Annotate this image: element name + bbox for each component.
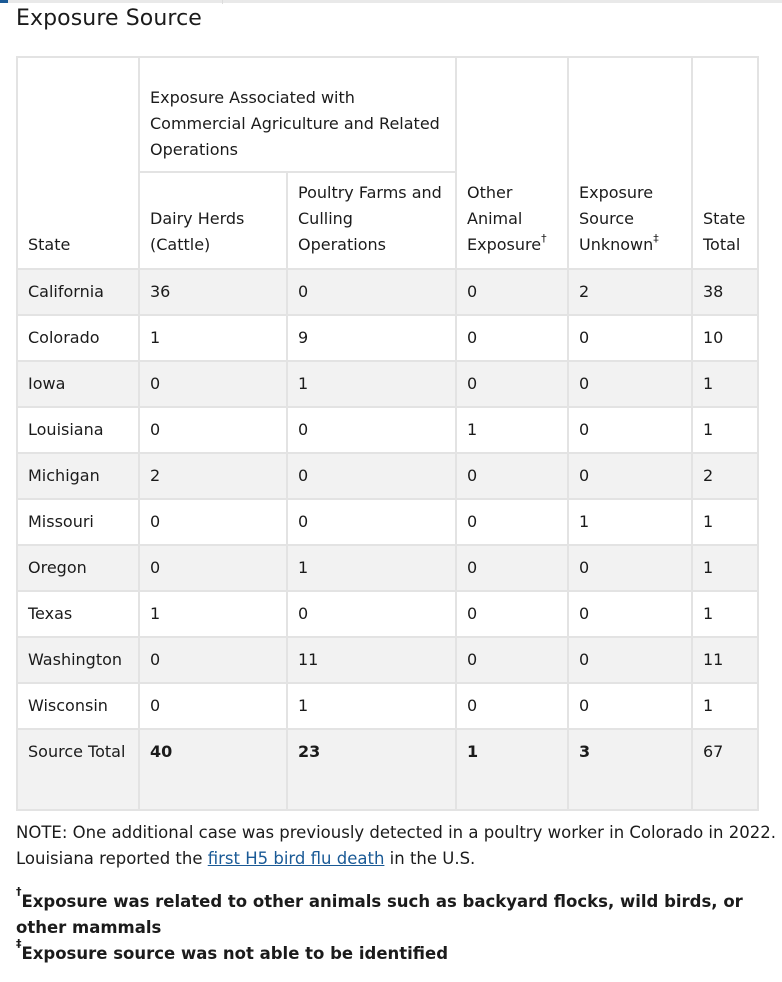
state-name-cell: Louisiana xyxy=(17,407,139,453)
source-total-row xyxy=(17,729,758,810)
cell-dairy: 0 xyxy=(139,637,287,683)
table-row xyxy=(17,453,758,499)
cell-unknown: 0 xyxy=(568,545,692,591)
dagger-mark: † xyxy=(541,231,547,245)
cell-dairy: 36 xyxy=(139,269,287,315)
cell-other: 0 xyxy=(456,453,568,499)
source-total-label: Source Total xyxy=(17,729,139,810)
table-row xyxy=(17,269,758,315)
cell-unknown: 0 xyxy=(568,591,692,637)
cell-other: 0 xyxy=(456,499,568,545)
table-row xyxy=(17,499,758,545)
cell-poultry: 0 xyxy=(287,453,456,499)
total-dairy: 40 xyxy=(139,729,287,810)
header-poultry: Poultry Farms and Culling Operations xyxy=(287,172,456,269)
total-other: 1 xyxy=(456,729,568,810)
section-title: Exposure Source xyxy=(16,6,202,31)
cell-unknown: 0 xyxy=(568,407,692,453)
exposure-table xyxy=(16,56,759,811)
table-row xyxy=(17,545,758,591)
top-divider xyxy=(222,0,223,4)
cell-dairy: 1 xyxy=(139,591,287,637)
cell-dairy: 1 xyxy=(139,315,287,361)
table-row xyxy=(17,361,758,407)
top-accent xyxy=(0,0,8,3)
cell-total: 2 xyxy=(692,453,758,499)
cell-unknown: 2 xyxy=(568,269,692,315)
cell-dairy: 0 xyxy=(139,683,287,729)
cell-other: 1 xyxy=(456,407,568,453)
total-overall: 67 xyxy=(692,729,758,810)
state-name-cell: Washington xyxy=(17,637,139,683)
cell-dairy: 2 xyxy=(139,453,287,499)
cell-poultry: 11 xyxy=(287,637,456,683)
state-name-cell: Michigan xyxy=(17,453,139,499)
total-unknown: 3 xyxy=(568,729,692,810)
cell-total: 1 xyxy=(692,361,758,407)
cell-other: 0 xyxy=(456,637,568,683)
cell-dairy: 0 xyxy=(139,361,287,407)
cell-total: 1 xyxy=(692,407,758,453)
cell-unknown: 0 xyxy=(568,683,692,729)
table-row xyxy=(17,591,758,637)
state-name-cell: Missouri xyxy=(17,499,139,545)
state-name-cell: Oregon xyxy=(17,545,139,591)
cell-other: 0 xyxy=(456,315,568,361)
header-group-commercial: Exposure Associated with Commercial Agriculture and Related Operations xyxy=(139,57,456,172)
state-name-cell: Colorado xyxy=(17,315,139,361)
cell-poultry: 9 xyxy=(287,315,456,361)
cell-poultry: 0 xyxy=(287,499,456,545)
cell-total: 1 xyxy=(692,683,758,729)
cell-poultry: 1 xyxy=(287,545,456,591)
cell-unknown: 0 xyxy=(568,315,692,361)
state-name-cell: Texas xyxy=(17,591,139,637)
table-row xyxy=(17,407,758,453)
cell-unknown: 0 xyxy=(568,361,692,407)
header-unknown: Exposure Source Unknown‡ xyxy=(568,57,692,269)
cell-total: 1 xyxy=(692,545,758,591)
table-row xyxy=(17,683,758,729)
top-border xyxy=(0,0,782,3)
cell-total: 38 xyxy=(692,269,758,315)
cell-other: 0 xyxy=(456,683,568,729)
h5-death-link[interactable]: first H5 bird flu death xyxy=(207,849,385,868)
cell-dairy: 0 xyxy=(139,499,287,545)
cell-other: 0 xyxy=(456,269,568,315)
cell-poultry: 1 xyxy=(287,683,456,729)
header-state-total: State Total xyxy=(692,57,758,269)
cell-poultry: 0 xyxy=(287,591,456,637)
cell-other: 0 xyxy=(456,591,568,637)
total-poultry: 23 xyxy=(287,729,456,810)
cell-unknown: 0 xyxy=(568,637,692,683)
cell-poultry: 0 xyxy=(287,407,456,453)
state-name-cell: California xyxy=(17,269,139,315)
cell-unknown: 0 xyxy=(568,453,692,499)
header-dairy: Dairy Herds (Cattle) xyxy=(139,172,287,269)
cell-dairy: 0 xyxy=(139,407,287,453)
cell-other: 0 xyxy=(456,361,568,407)
state-name-cell: Iowa xyxy=(17,361,139,407)
cell-other: 0 xyxy=(456,545,568,591)
header-other: Other Animal Exposure† xyxy=(456,57,568,269)
cell-poultry: 1 xyxy=(287,361,456,407)
footnote-double-dagger: ‡Exposure source was not able to be identified xyxy=(16,936,449,963)
state-name-cell: Wisconsin xyxy=(17,683,139,729)
table-row xyxy=(17,315,758,361)
cell-total: 1 xyxy=(692,499,758,545)
cell-unknown: 1 xyxy=(568,499,692,545)
table-row xyxy=(17,637,758,683)
cell-total: 10 xyxy=(692,315,758,361)
cell-poultry: 0 xyxy=(287,269,456,315)
header-state: State xyxy=(17,57,139,269)
double-dagger-mark: ‡ xyxy=(653,231,659,245)
footnote-dagger: †Exposure was related to other animals such as backyard flocks, wild birds, or other mammals xyxy=(16,884,743,937)
note-text: NOTE: One additional case was previously detected in a poultry worker in Colorado in 2022. Louisiana reported the first H5 bird flu death in the U.S. xyxy=(16,823,776,868)
cell-total: 1 xyxy=(692,591,758,637)
cell-dairy: 0 xyxy=(139,545,287,591)
cell-total: 11 xyxy=(692,637,758,683)
